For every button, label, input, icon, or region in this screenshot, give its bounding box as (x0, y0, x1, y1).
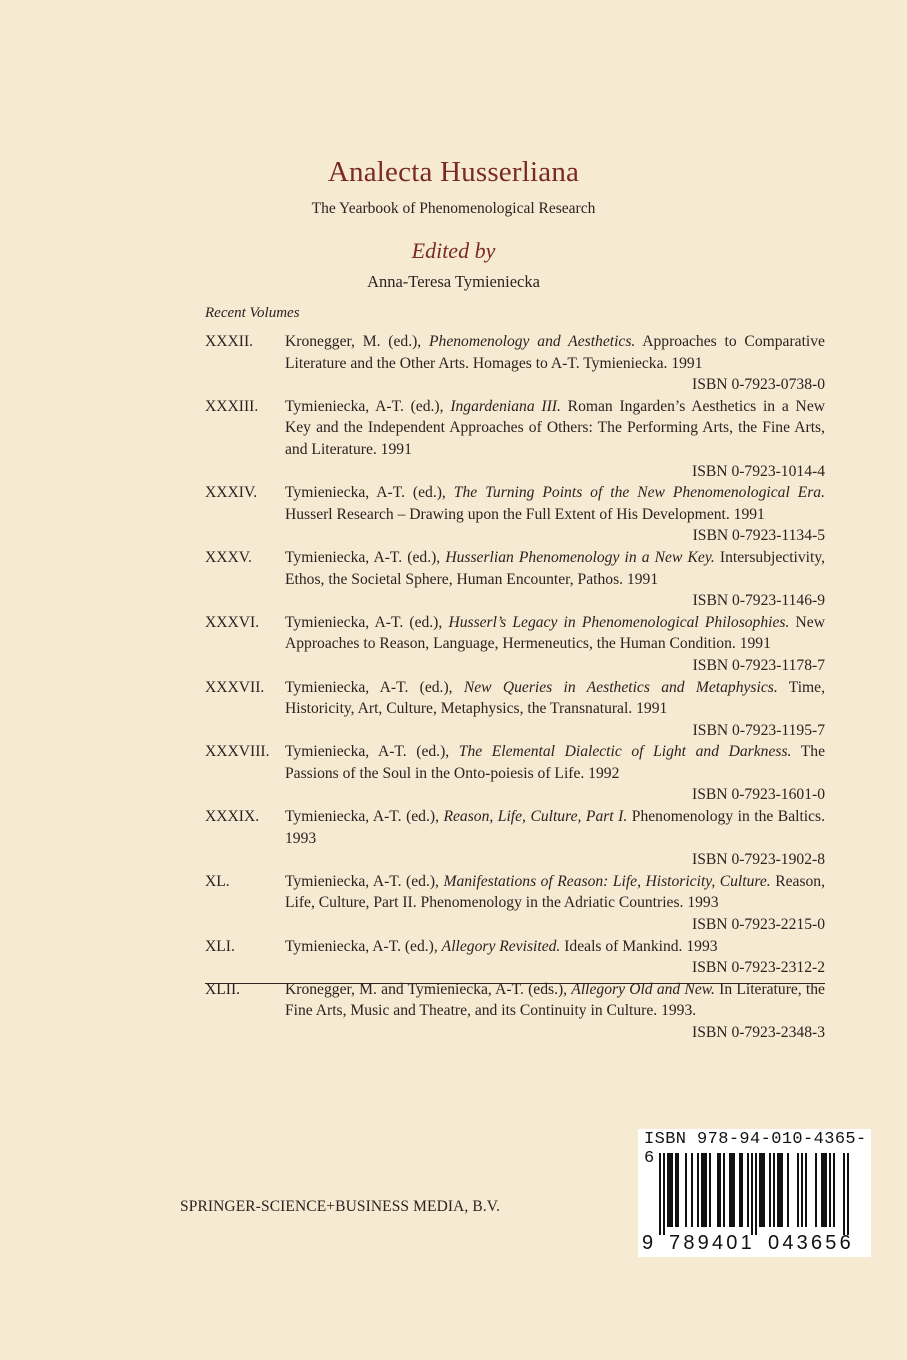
volume-title: The Elemental Dialectic of Light and Darkness. (458, 743, 792, 761)
volume-entry (205, 482, 825, 547)
divider-rule (205, 983, 825, 984)
volume-entry (205, 331, 825, 396)
volume-description: Roman Ingarden’s Aesthetics in a New Key and the Independent Approaches of Others: The Performing Arts, the Fine Arts, and Literature. 1991 (285, 397, 826, 458)
barcode-bar (723, 1153, 725, 1227)
barcode-bar (847, 1153, 849, 1235)
barcode-lead-digit: 9 (642, 1232, 654, 1254)
volume-body (285, 612, 825, 677)
barcode-bar (709, 1153, 711, 1227)
barcode-bar (781, 1153, 783, 1227)
barcode-bar (833, 1153, 835, 1227)
volume-title: Husserlian Phenomenology in a New Key. (445, 548, 715, 566)
volume-body (285, 482, 825, 547)
volume-title: Phenomenology and Aesthetics. (429, 333, 636, 350)
volume-number: XXXVII. (205, 678, 265, 696)
editor-name: Anna-Teresa Tymieniecka (367, 272, 540, 291)
barcode-bar (755, 1153, 757, 1235)
volume-body (285, 871, 825, 936)
barcode-bar (663, 1153, 665, 1235)
volume-author: Tymieniecka, A-T. (ed.), (285, 613, 443, 631)
volume-entry (205, 396, 825, 482)
volume-description: New Approaches to Reason, Language, Hermeneutics, the Human Condition. 1991 (285, 613, 825, 653)
volume-author: Tymieniecka, A-T. (ed.), (285, 397, 444, 415)
volume-body (285, 936, 825, 979)
volume-entry (205, 806, 825, 871)
barcode-bar (821, 1153, 823, 1227)
volume-number: XLI. (205, 937, 235, 955)
volume-body (285, 547, 825, 612)
barcode-bar (823, 1153, 825, 1227)
volume-number: XL. (205, 872, 230, 890)
volume-title: New Queries in Aesthetics and Metaphysics. (463, 678, 778, 696)
barcode-bar (815, 1153, 817, 1227)
volume-number: XXXIII. (205, 397, 259, 415)
volume-author: Tymieniecka, A-T. (ed.), (285, 548, 441, 566)
volume-description: Time, Historicity, Art, Culture, Metaphysics, the Transnatural. 1991 (285, 678, 825, 718)
barcode-bar (701, 1153, 703, 1227)
recent-volumes-label: Recent Volumes (205, 305, 300, 321)
barcode-bar (741, 1153, 743, 1227)
barcode-bar (719, 1153, 721, 1227)
volume-number: XXXVIII. (205, 743, 270, 761)
volume-description: Phenomenology in the Baltics. 1993 (285, 808, 826, 847)
barcode-bars (638, 1153, 871, 1235)
volume-number: XXXIV. (205, 484, 258, 502)
volume-isbn: ISBN 0-7923-0738-0 (692, 376, 825, 394)
barcode-bar (761, 1153, 763, 1227)
volume-isbn: ISBN 0-7923-1014-4 (692, 462, 825, 480)
barcode-bar (671, 1153, 673, 1227)
barcode-bar (747, 1153, 749, 1227)
barcode-bar (759, 1153, 761, 1227)
barcode-bar (685, 1153, 687, 1227)
barcode-bar (825, 1153, 827, 1227)
barcode-bar (669, 1153, 671, 1227)
volume-isbn: ISBN 0-7923-1902-8 (692, 851, 825, 869)
volume-title: The Turning Points of the New Phenomenological Era. (453, 484, 825, 502)
volume-number: XLII. (205, 980, 241, 998)
volume-number: XXXVI. (205, 613, 260, 631)
volume-isbn: ISBN 0-7923-1178-7 (692, 656, 825, 674)
volume-body (285, 677, 825, 742)
barcode-left-digits: 789401 (669, 1232, 755, 1254)
barcode-bar (805, 1153, 807, 1227)
barcode-bar (733, 1153, 735, 1227)
volume-description: Ideals of Mankind. 1993 (564, 937, 718, 955)
barcode-right-digits: 043656 (768, 1232, 854, 1254)
volume-entry (205, 979, 825, 1044)
volume-entry (205, 547, 825, 612)
volume-isbn: ISBN 0-7923-2348-3 (692, 1024, 825, 1041)
barcode-bar (797, 1153, 799, 1227)
publisher-name: SPRINGER-SCIENCE+BUSINESS MEDIA, B.V. (180, 1198, 501, 1215)
volume-number: XXXII. (205, 333, 254, 350)
barcode-bar (829, 1153, 831, 1227)
barcode-bar (787, 1153, 789, 1227)
volume-title: Allegory Old and New. (571, 980, 715, 998)
volume-author: Kronegger, M. (ed.), (285, 333, 422, 350)
barcode-bar (751, 1153, 753, 1235)
barcode-bar (739, 1153, 741, 1227)
volume-author: Tymieniecka, A-T. (ed.), (285, 808, 439, 826)
volume-title: Reason, Life, Culture, Part I. (443, 808, 628, 826)
volume-body (285, 741, 825, 806)
volume-description: The Passions of the Soul in the Onto-poiesis of Life. 1992 (285, 743, 825, 782)
series-title: Analecta Husserliana (327, 156, 580, 188)
barcode-bar (763, 1153, 765, 1227)
volume-body (285, 806, 825, 871)
volume-description: Approaches to Comparative Literature and the Other Arts. Homages to A-T. Tymieniecka. 1991 (285, 333, 825, 372)
barcode-bar (769, 1153, 771, 1227)
barcode-bar (667, 1153, 669, 1227)
barcode-bar (729, 1153, 731, 1227)
volume-entry (205, 612, 825, 677)
series-subtitle: The Yearbook of Phenomenological Research (311, 200, 596, 217)
volume-list (205, 331, 825, 1044)
volume-title: Manifestations of Reason: Life, Historicity, Culture. (443, 872, 771, 890)
barcode-bar (703, 1153, 705, 1227)
volume-title: Husserl’s Legacy in Phenomenological Philosophies. (448, 613, 790, 631)
volume-author: Tymieniecka, A-T. (ed.), (285, 678, 453, 696)
barcode-bar (731, 1153, 733, 1227)
volume-entry (205, 677, 825, 742)
barcode-bar (773, 1153, 775, 1227)
barcode-bar (843, 1153, 845, 1235)
volume-title: Ingardeniana III. (450, 397, 561, 415)
barcode (638, 1129, 871, 1257)
volume-description: Husserl Research – Drawing upon the Full Extent of His Development. 1991 (285, 505, 765, 523)
volume-body (285, 396, 825, 482)
volume-number: XXXIX. (205, 808, 260, 826)
barcode-bar (697, 1153, 699, 1227)
volume-isbn: ISBN 0-7923-1601-0 (692, 786, 825, 804)
barcode-bar (717, 1153, 719, 1227)
volume-isbn: ISBN 0-7923-1195-7 (692, 721, 825, 739)
volume-isbn: ISBN 0-7923-1146-9 (692, 592, 825, 610)
volume-isbn: ISBN 0-7923-2312-2 (692, 959, 825, 977)
barcode-bar (801, 1153, 803, 1227)
barcode-bar (675, 1153, 677, 1227)
volume-description: In Literature, the Fine Arts, Music and Theatre, and its Continuity in Culture. 1993. (285, 980, 825, 1020)
volume-isbn: ISBN 0-7923-1134-5 (692, 527, 825, 545)
barcode-bar (777, 1153, 779, 1227)
volume-entry (205, 936, 825, 979)
volume-author: Kronegger, M. and Tymieniecka, A-T. (eds.), (285, 980, 568, 998)
barcode-bar (677, 1153, 679, 1227)
volume-number: XXXV. (205, 548, 252, 566)
volume-isbn: ISBN 0-7923-2215-0 (692, 916, 825, 934)
volume-body (285, 331, 825, 396)
volume-description: Reason, Life, Culture, Part II. Phenomenology in the Adriatic Countries. 1993 (285, 872, 826, 912)
volume-description: Intersubjectivity, Ethos, the Societal Sphere, Human Encounter, Pathos. 1991 (285, 548, 826, 588)
barcode-bar (705, 1153, 707, 1227)
barcode-bar (659, 1153, 661, 1235)
volume-author: Tymieniecka, A-T. (ed.), (285, 872, 439, 890)
volume-title: Allegory Revisited. (441, 937, 561, 955)
volume-author: Tymieniecka, A-T. (ed.), (285, 743, 450, 761)
barcode-isbn-text: ISBN 978-94-010-4365-6 (644, 1130, 867, 1168)
volume-body (285, 979, 825, 1044)
barcode-bar (691, 1153, 693, 1227)
barcode-bar (779, 1153, 781, 1227)
volume-entry (205, 741, 825, 806)
volume-author: Tymieniecka, A-T. (ed.), (285, 484, 446, 502)
volume-author: Tymieniecka, A-T. (ed.), (285, 937, 438, 955)
edited-by-label: Edited by (411, 238, 496, 263)
volume-entry (205, 871, 825, 936)
